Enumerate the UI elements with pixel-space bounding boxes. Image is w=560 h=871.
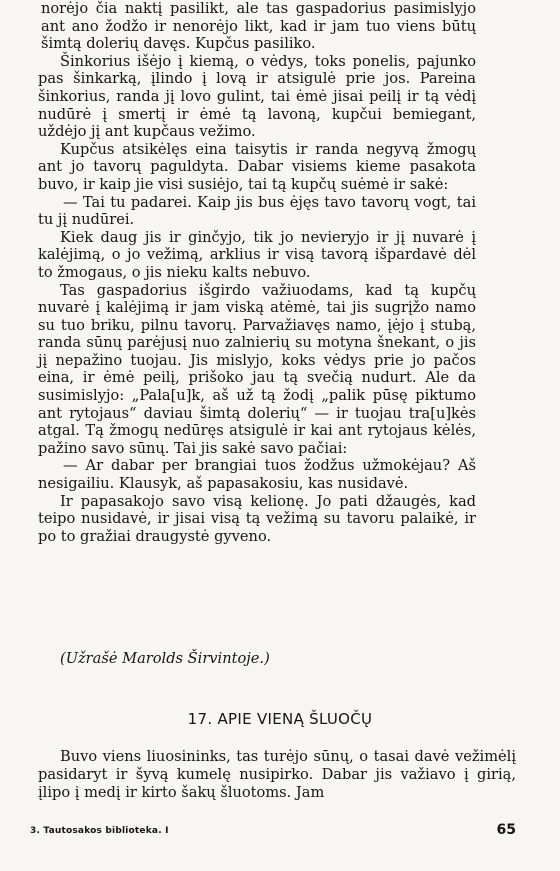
paragraph: Tas gaspadorius išgirdo važiuodams, kad tą kupčų nuvarė į kalėjimą ir jam viską atėmė, tai jis sugrįžo namo su tuo briku, pilnu tavorų. Parvažiavęs namo, įėjo į stubą, randa sūnų parėjusį nuo zalnierių su motyna šnekant, o jis jį nepažino tuojau. Jis mislyjo, koks vėdys prie jo pačos eina, ir ėmė peilį, prišoko jau tą svečią nudurt. Ale da susimislyjo: „Pala[u]k, aš už tą žodį „palik pūsę piktumo ant rytojaus“ daviau šimtą dolerių“ — ir tuojau tra[u]kės atgal. Tą žmogų nedūręs atsigulė ir kai ant rytojaus kėlės, pažino savo sūnų. Tai jis sakė savo pačiai: [38,281,476,457]
story-heading: 17. APIE VIENĄ ŠLUOČŲ [187,710,373,728]
paragraph: Šinkorius išėjo į kiemą, o vėdys, toks ponelis, pajunko pas šinkarką, įlindo į lovą ir atsigulė prie jos. Pareina šinkorius, randa jį lovo gulint, tai ėmė jisai peilį ir tą vėdį nudūrė į smertį ir ėmė tą lavoną, kupčui bemiegant, uždėjo jį ant kupčaus vežimo. [38,52,476,141]
paragraph: Buvo viens liuosininks, tas turėjo sūnų, o tasai davė vežimėlį pasidaryt ir šyvą kumelę nusipirko. Dabar jis važiavo į girią, įlipo į medį ir kirto šakų šluotoms. Jam [38,748,516,801]
page-number: 65 [496,822,516,838]
paragraph-continued: norėjo čia naktį pasilikt, ale tas gaspadorius pasimislyjo ant ano žodžo ir nenorėjo likt, kad ir jam tuo viens būtų šimtą dolerių davęs. Kupčus pasiliko. [41,0,476,53]
paragraph: Kiek daug jis ir ginčyjo, tik jo nevieryjo ir jį nuvarė į kalėjimą, o jo vežimą, arklius ir visą tavorą išpardavė dėl to žmogaus, o jis nieku kalts nebuvo. [38,228,476,281]
paragraph: Kupčus atsikėlęs eina taisytis ir randa negyvą žmogų ant jo tavorų paguldyta. Dabar visiems kieme pasakota buvo, ir kaip jie visi susiėjo, tai tą kupčų suėmė ir sakė: [38,140,476,193]
paragraph: Ir papasakojo savo visą kelionę. Jo pati džaugės, kad teipo nusidavė, ir jisai visą tą vežimą su tavoru palaikė, ir po to gražiai draugystė gyveno. [38,492,476,545]
series-footnote: 3. Tautosakos biblioteka. I [30,826,169,836]
dialogue-line: — Tai tu padarei. Kaip jis bus ėjęs tavo tavorų vogt, tai tu jį nudūrei. [38,193,476,229]
dialogue-line: — Ar dabar per brangiai tuos žodžus užmokėjau? Aš nesigailiu. Klausyk, aš papasakosiu, kas nusidavė. [38,457,476,493]
story-text [38,748,516,802]
source-note: (Užrašė Marolds Širvintoje.) [60,650,270,667]
